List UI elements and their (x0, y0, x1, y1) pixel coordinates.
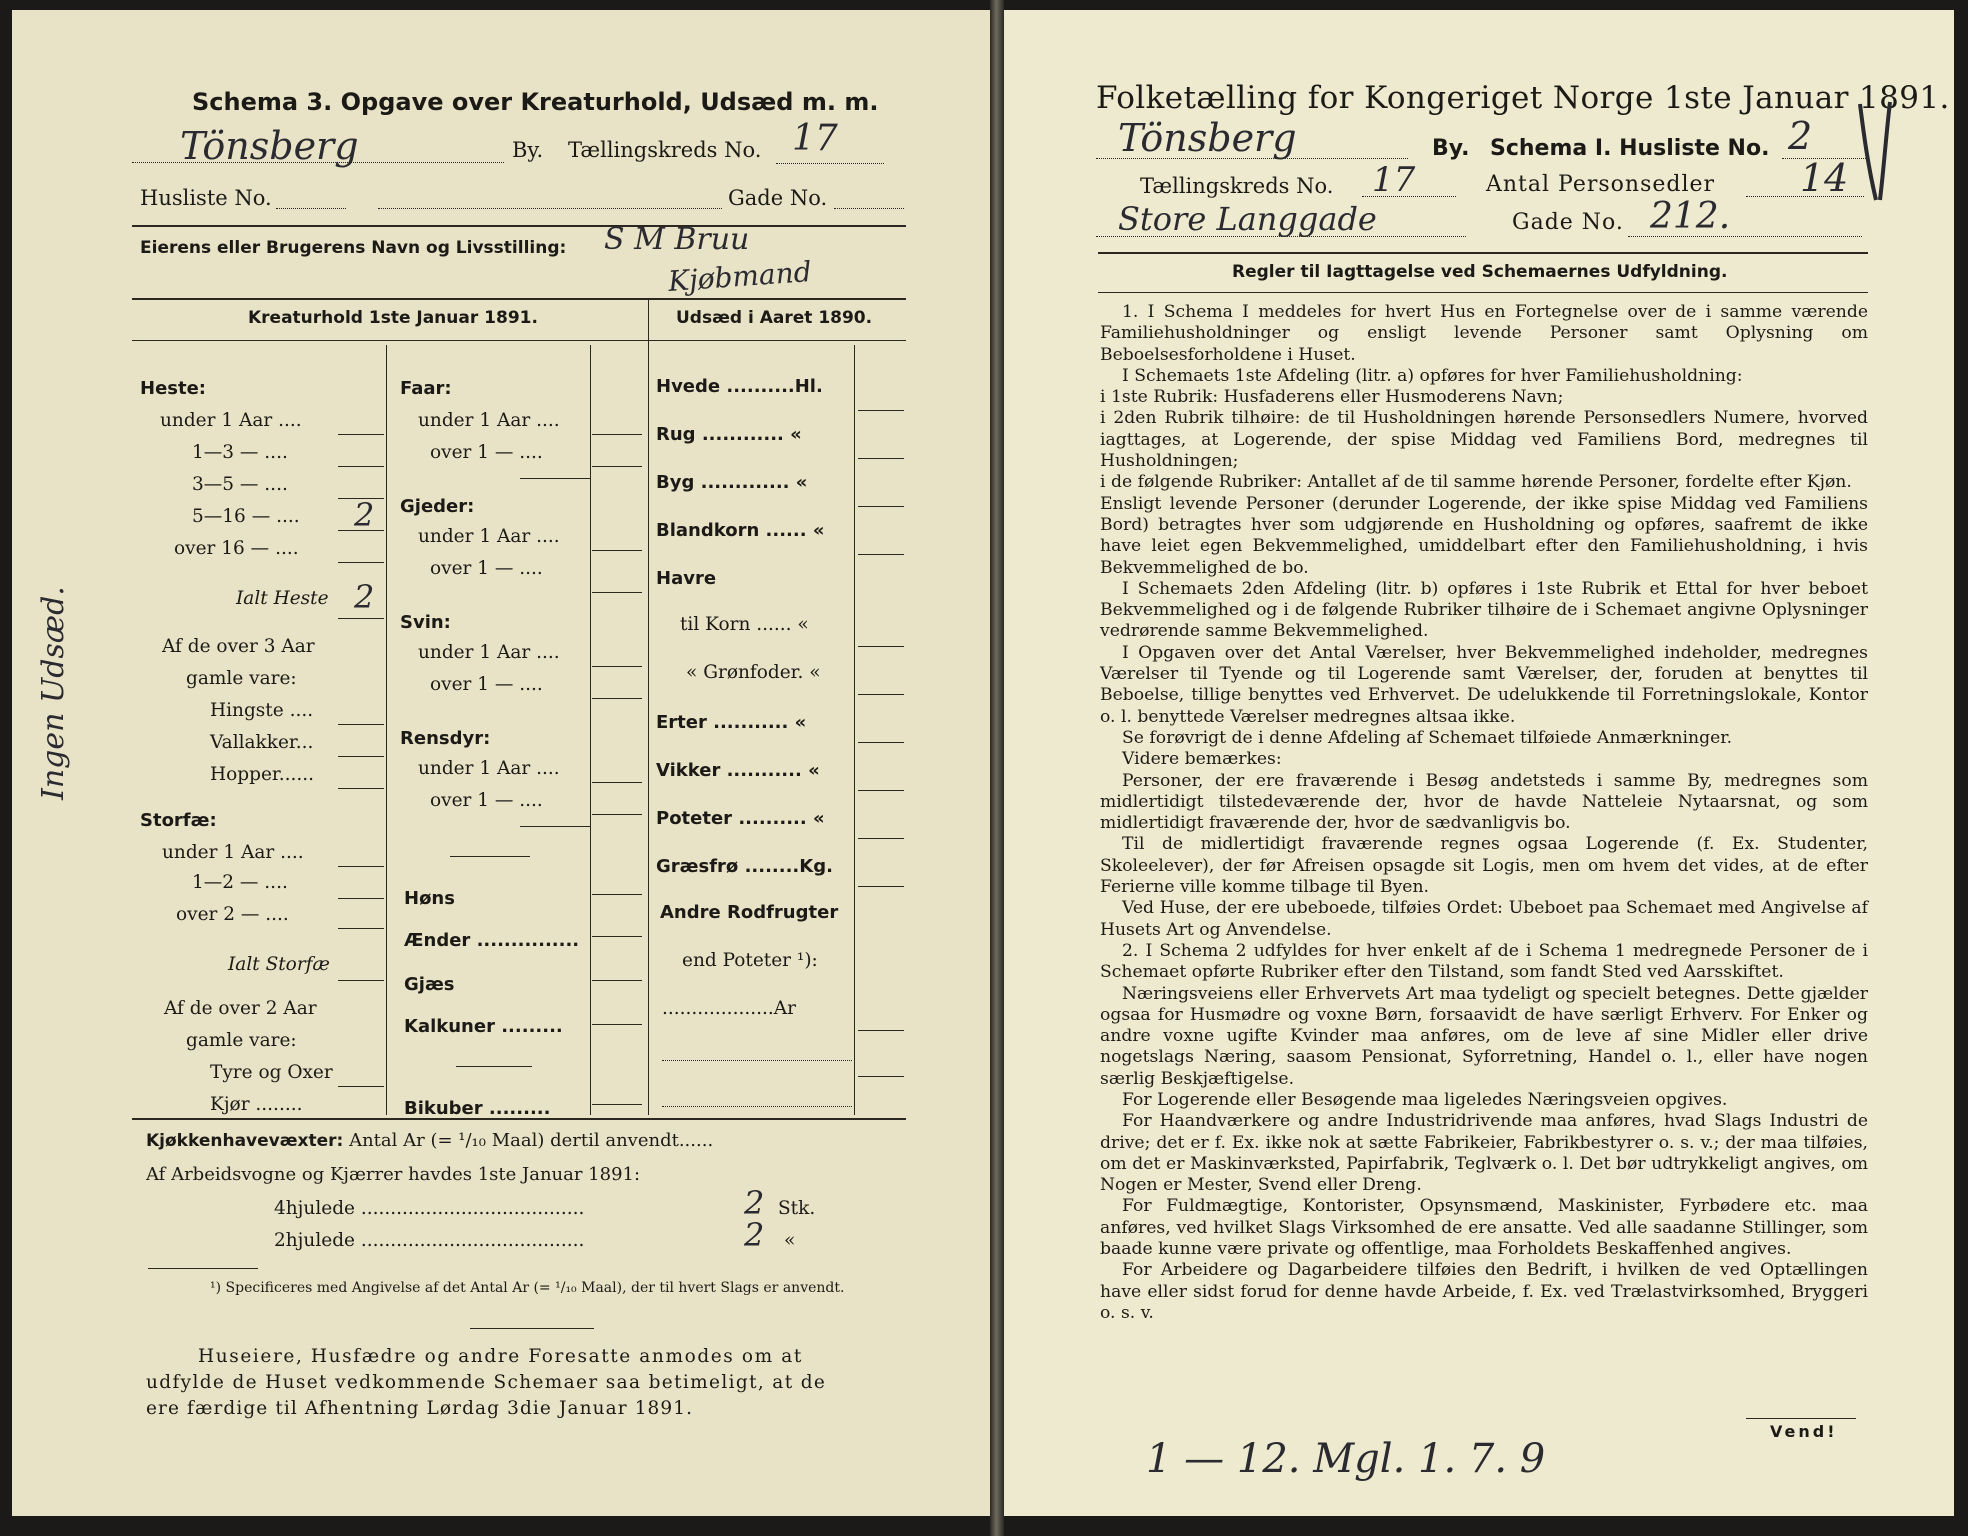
udsaed-item: Blandkorn ...... « (656, 520, 825, 541)
antal-personsedler-label: Antal Personsedler (1486, 172, 1716, 197)
rensdyr-row: over 1 — .... (430, 790, 543, 811)
arbeidsvogne-line: Af Arbeidsvogne og Kjærrer havdes 1ste Januar 1891: (146, 1164, 641, 1185)
rule-paragraph: For Haandværkere og andre Industridrivende maa anføres, hvad Slags Industri de drive; det er f. Ex. ikke nok at sætte Fabrikeier, Fabrikbestyrer o. s. v.; der maa tilføies, om det er Maskinværksted, Papirfabrik, Teglværk o. l. Det bør udtrykkeligt angives, om Nogen er Mester, Svend eller Dreng. (1100, 1111, 1868, 1196)
owner-label: Eierens eller Brugerens Navn og Livsstilling: (140, 238, 567, 258)
udsaed-item: Erter ........... « (656, 712, 807, 733)
closing-line-2: udfylde de Huset vedkommende Schemaer saa betimeligt, at de (146, 1372, 827, 1393)
storfae-title: Storfæ: (140, 810, 217, 831)
kreds-handwritten: 17 (792, 118, 838, 159)
kjokkenhave-line (146, 1130, 713, 1151)
gade-handwritten: 212. (1650, 196, 1731, 237)
rules-title: Regler til Iagttagelse ved Schemaernes Udfyldning. (1232, 262, 1728, 282)
rule-paragraph: Ensligt levende Personer (derunder Logerende, der ikke spise Middag ved Familiens Bord) betragtes hver som udgjørende en Husholdning og opføres, saafremt de ikke have leiet egen Bekvemmelighed, umiddelbart efter den Familiehusholdning, i hvis Bekvemmelighed de bo. (1100, 493, 1868, 578)
schema-3-title: Schema 3. Opgave over Kreaturhold, Udsæd m. m. (192, 88, 879, 116)
kreds-label-right: Tællingskreds No. (1140, 174, 1334, 198)
udsaed-item: Havre (656, 568, 717, 589)
page-fold (990, 0, 1004, 1536)
rule-paragraph: i 2den Rubrik tilhøire: de til Husholdningen hørende Personsedlers Numere, hvorved iagttages, at Logerende, der spise Middag ved Familiens Bord, medregnes til Husholdningen; (1100, 408, 1868, 472)
heste-sub: Hingste .... (210, 700, 314, 721)
gjeder-row: over 1 — .... (430, 558, 543, 579)
rule-paragraph: 2. I Schema 2 udfyldes for hver enkelt af de i Schema 1 medregnede Personer de i Schemaet opførte Rubriker efter den Tilstand, som fandt Sted ved Aarsskiftet. (1100, 940, 1868, 983)
rule-paragraph: Til de midlertidigt fraværende regnes ogsaa Logerende (f. Ex. Studenter, Skoleelever), der før Afreisen opsagde sit Logis, men om hvem det vides, at de efter Ferierne ville komme tilbage til Byen. (1100, 834, 1868, 898)
vend-label: Vend! (1770, 1422, 1838, 1441)
heste-row: 5—16 — .... (192, 506, 300, 527)
schema-1-husliste-label: Schema I. Husliste No. (1490, 136, 1770, 161)
udsaed-item: « Grønfoder. « (686, 662, 821, 683)
storfae-sub: Tyre og Oxer (210, 1062, 333, 1083)
rule-paragraph: Ved Huse, der ere ubeboede, tilføies Ordet: Ubeboet paa Schemaet med Angivelse af Husets Art og Anvendelse. (1100, 898, 1868, 940)
udsaed-item: ...................Ar (662, 998, 796, 1019)
gjeder-row: under 1 Aar .... (418, 526, 560, 547)
bottom-handwritten-note: 1 — 12. Mgl. 1. 7. 9 (1146, 1436, 1546, 1482)
city-handwritten: Tönsberg (180, 124, 359, 168)
kjokkenhave-text: Antal Ar (= ¹/₁₀ Maal) dertil anvendt...... (343, 1130, 714, 1151)
footnote: ¹) Specificeres med Angivelse af det Antal Ar (= ¹/₁₀ Maal), der til hvert Slags er anvendt. (210, 1280, 845, 1296)
udsaed-item: til Korn ...... « (680, 614, 809, 635)
storfae-row: under 1 Aar .... (162, 842, 304, 863)
fjaerkrae-item: Ænder ............... (404, 930, 580, 951)
rule-paragraph: Se forøvrigt de i denne Afdeling af Schemaet tilføiede Anmærkninger. (1122, 727, 1733, 748)
husliste-label: Husliste No. (140, 186, 272, 210)
rule-paragraph: 1. I Schema I meddeles for hvert Hus en Fortegnelse over de i samme værende Familiehusholdninger og ensligt levende Personer samt Oplysning om Beboelsesforholdene i Huset. (1100, 302, 1868, 365)
tick-mark-icon (1854, 96, 1914, 206)
ialt-storfae-label: Ialt Storfæ (228, 954, 330, 975)
hjul4-value: 2 (744, 1184, 765, 1222)
udsaed-item: Poteter .......... « (656, 808, 825, 829)
rule-paragraph: Videre bemærkes: (1122, 749, 1282, 770)
city-handwritten-right: Tönsberg (1118, 116, 1297, 160)
rule-paragraph: i de følgende Rubriker: Antallet af de til samme hørende Personer, fordelte efter Kjøn. (1100, 472, 1852, 493)
hjul2-label: 2hjulede ...................................... (274, 1230, 585, 1251)
svin-row: under 1 Aar .... (418, 642, 560, 663)
storfae-row: 1—2 — .... (192, 872, 288, 893)
udsaed-header: Udsæd i Aaret 1890. (676, 308, 873, 328)
gjeder-title: Gjeder: (400, 496, 475, 517)
kjokkenhave-label: Kjøkkenhavevæxter: (146, 1131, 344, 1151)
hjul2-unit: « (784, 1230, 796, 1251)
fjaerkrae-item: Gjæs (404, 974, 455, 995)
udsaed-item: Rug ............ « (656, 424, 802, 445)
rules-text (1100, 302, 1868, 1324)
census-title: Folketælling for Kongeriget Norge 1ste Januar 1891. (1096, 80, 1950, 116)
storfae-af-over: Af de over 2 Aar (164, 998, 317, 1019)
husliste-handwritten: 2 (1788, 114, 1813, 158)
rule-paragraph: For Fuldmægtige, Kontorister, Opsynsmænd, Maskinister, Fyrbødere etc. maa anføres, ved hvilket Slags Virksomhed de ere ansatte. Ved alle saadanne Stillinger, som baade kunne være private og offentlige, maa Forholdets Beskaffenhed angives. (1100, 1196, 1868, 1260)
rensdyr-row: under 1 Aar .... (418, 758, 560, 779)
udsaed-item: end Poteter ¹): (682, 950, 818, 971)
gade-label-right: Gade No. (1512, 210, 1624, 235)
heste-title: Heste: (140, 378, 206, 399)
rensdyr-title: Rensdyr: (400, 728, 491, 749)
heste-row: 1—3 — .... (192, 442, 288, 463)
street-handwritten: Store Langgade (1118, 200, 1377, 238)
closing-line-3: ere færdige til Afhentning Lørdag 3die Januar 1891. (146, 1398, 694, 1419)
rule-paragraph: Personer, der ere fraværende i Besøg andetsteds i samme By, medregnes som midlertidigt tilstedeværende der, hvor de havde Natteleie Nytaarsnat, og som midlertidigt fraværende der, hvor de sædvanligvis bo. (1100, 770, 1868, 834)
rule-paragraph: i 1ste Rubrik: Husfaderens eller Husmoderens Navn; (1100, 387, 1564, 408)
udsaed-item: Andre Rodfrugter (660, 902, 839, 923)
kreaturhold-header: Kreaturhold 1ste Januar 1891. (248, 308, 538, 328)
heste-row: under 1 Aar .... (160, 410, 302, 431)
storfae-row: over 2 — .... (176, 904, 289, 925)
by-label: By. (512, 138, 544, 162)
udsaed-item: Græsfrø ........Kg. (656, 856, 833, 877)
storfae-sub: Kjør ........ (210, 1094, 303, 1115)
faar-title: Faar: (400, 378, 452, 399)
by-label-right: By. (1432, 136, 1470, 161)
heste-row: over 16 — .... (174, 538, 299, 559)
margin-note-handwritten: Ingen Udsæd. (36, 586, 71, 800)
rule-paragraph: For Logerende eller Besøgende maa ligeledes Næringsveien opgives. (1122, 1089, 1728, 1110)
antal-handwritten: 14 (1800, 156, 1849, 200)
gade-label: Gade No. (728, 186, 828, 210)
closing-line-1: Huseiere, Husfædre og andre Foresatte anmodes om at (198, 1346, 803, 1367)
heste-gamle: gamle vare: (186, 668, 297, 689)
ialt-heste-label: Ialt Heste (236, 588, 329, 609)
heste-row: 3—5 — .... (192, 474, 288, 495)
heste-af-over: Af de over 3 Aar (162, 636, 315, 657)
rule-paragraph: I Opgaven over det Antal Værelser, hver Bekvemmelighed indeholder, medregnes Værelser til Tyende og til Logerende samt Værelser, der, foruden at benyttes til Beboelse, tillige benyttes ved Erhvervet. De udelukkende til Forretningslokale, Kontor o. l. benyttede Værelser medregnes altsaa ikke. (1100, 642, 1868, 727)
heste-sub: Vallakker... (210, 732, 314, 753)
rule-paragraph: I Schemaets 1ste Afdeling (litr. a) opføres for hver Familiehusholdning: (1122, 365, 1743, 386)
hjul4-label: 4hjulede ...................................... (274, 1198, 585, 1219)
owner-occupation-handwritten: Kjøbmand (667, 255, 813, 298)
rule-paragraph: I Schemaets 2den Afdeling (litr. b) opføres i 1ste Rubrik et Ettal for hver beboet Bekvemmelighed og i de følgende Rubriker tilhøire de i Schemaet angivne Oplysninger vedrørende samme Bekvemmelighed. (1100, 578, 1868, 642)
heste-sub: Hopper...... (210, 764, 314, 785)
faar-row: under 1 Aar .... (418, 410, 560, 431)
rule-paragraph: For Arbeidere og Dagarbeidere tilføies den Bedrift, i hvilken de ved Optællingen have eller sidst forud for denne havde Arbeide, f. Ex. ved Trælastvirksomhed, Bryggeri o. s. v. (1100, 1260, 1868, 1323)
storfae-gamle: gamle vare: (186, 1030, 297, 1051)
kreds-handwritten-right: 17 (1372, 160, 1416, 200)
rule-paragraph: Næringsveiens eller Erhvervets Art maa tydeligt og specielt betegnes. Dette gjælder ogsaa for Husmødre og voxne Børn, forsaavidt de have særligt Erhverv. For Enker og andre voxne ugifte Kvinder maa anføres, om de leve af sine Midler eller drive nogetslags Næring, saasom Pensionat, Syforretning, Handel o. l., eller have nogen særlig Beskjæftigelse. (1100, 983, 1868, 1089)
svin-title: Svin: (400, 612, 451, 633)
owner-name-handwritten: S M Bruu (604, 222, 750, 257)
hjul4-unit: Stk. (778, 1198, 816, 1219)
fjaerkrae-item: Kalkuner ......... (404, 1016, 563, 1037)
udsaed-item: Vikker ........... « (656, 760, 820, 781)
kreds-label: Tællingskreds No. (568, 138, 762, 162)
faar-row: over 1 — .... (430, 442, 543, 463)
fjaerkrae-item: Høns (404, 888, 455, 909)
hjul2-value: 2 (744, 1216, 765, 1254)
ialt-heste-value: 2 (354, 578, 375, 616)
udsaed-item: Byg ............. « (656, 472, 808, 493)
svin-row: over 1 — .... (430, 674, 543, 695)
udsaed-item: Hvede ..........Hl. (656, 376, 823, 397)
bikuber-label: Bikuber ......... (404, 1098, 551, 1119)
heste-5-16-value: 2 (354, 496, 375, 534)
